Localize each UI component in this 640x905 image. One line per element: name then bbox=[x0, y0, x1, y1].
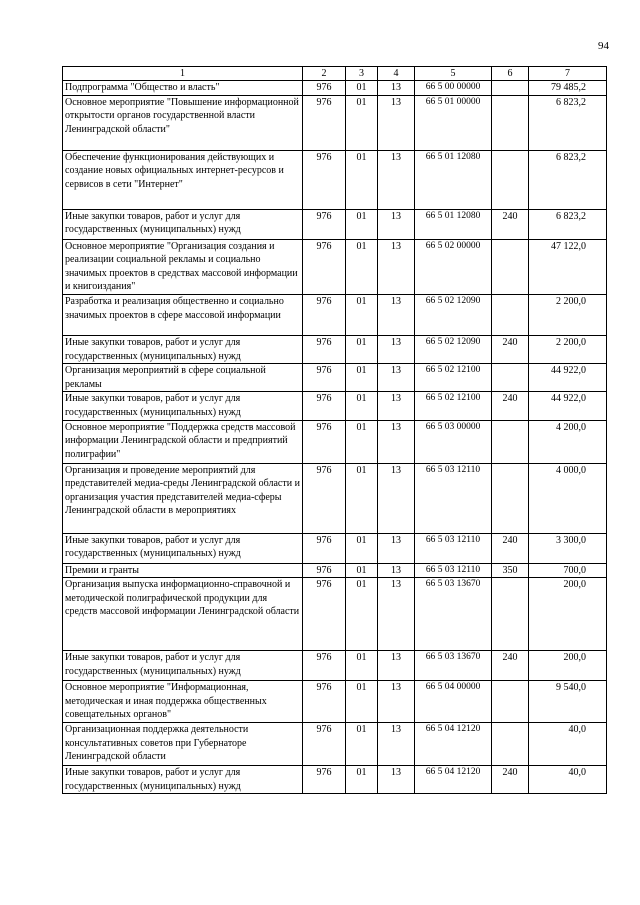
row-section-cell: 01 bbox=[346, 463, 378, 533]
table-row bbox=[63, 563, 607, 578]
row-expense-type-cell bbox=[492, 681, 529, 723]
header-col-1: 1 bbox=[63, 67, 303, 81]
budget-table-body bbox=[63, 67, 607, 794]
row-section-cell: 01 bbox=[346, 578, 378, 651]
row-expense-type-cell bbox=[492, 723, 529, 766]
row-section-cell: 01 bbox=[346, 364, 378, 392]
table-row bbox=[63, 723, 607, 766]
row-target-article-cell: 66 5 00 00000 bbox=[415, 81, 492, 96]
row-name-cell: Разработка и реализация общественно и социально значимых проектов в сфере массовой информации bbox=[63, 294, 303, 335]
row-target-article-cell: 66 5 01 12080 bbox=[415, 150, 492, 209]
row-subsection-cell: 13 bbox=[378, 150, 415, 209]
row-section-cell: 01 bbox=[346, 651, 378, 681]
row-name-cell: Подпрограмма "Общество и власть" bbox=[63, 81, 303, 96]
row-amount-cell: 79 485,2 bbox=[529, 81, 607, 96]
row-admin-code-cell: 976 bbox=[303, 651, 346, 681]
row-subsection-cell: 13 bbox=[378, 681, 415, 723]
row-name-cell: Иные закупки товаров, работ и услуг для государственных (муниципальных) нужд bbox=[63, 766, 303, 794]
row-name-cell: Организация и проведение мероприятий для представителей медиа-среды Ленинградской области и организация участия представителей медиа-сферы Ленинградской области в мероприятиях bbox=[63, 463, 303, 533]
row-section-cell: 01 bbox=[346, 209, 378, 239]
table-row bbox=[63, 578, 607, 651]
row-target-article-cell: 66 5 04 00000 bbox=[415, 681, 492, 723]
row-target-article-cell: 66 5 02 12100 bbox=[415, 364, 492, 392]
table-row bbox=[63, 95, 607, 150]
row-admin-code-cell: 976 bbox=[303, 209, 346, 239]
row-expense-type-cell bbox=[492, 239, 529, 294]
row-section-cell: 01 bbox=[346, 294, 378, 335]
table-row bbox=[63, 420, 607, 463]
table-row bbox=[63, 364, 607, 392]
row-name-cell: Основное мероприятие "Повышение информационной открытости органов государственной власти Ленинградской области" bbox=[63, 95, 303, 150]
row-name-cell: Обеспечение функционирования действующих и создание новых официальных интернет-ресурсов и сервисов в сети "Интернет" bbox=[63, 150, 303, 209]
row-admin-code-cell: 976 bbox=[303, 723, 346, 766]
row-section-cell: 01 bbox=[346, 723, 378, 766]
header-col-5: 5 bbox=[415, 67, 492, 81]
row-section-cell: 01 bbox=[346, 335, 378, 363]
row-admin-code-cell: 976 bbox=[303, 463, 346, 533]
row-target-article-cell: 66 5 03 00000 bbox=[415, 420, 492, 463]
table-row bbox=[63, 463, 607, 533]
row-admin-code-cell: 976 bbox=[303, 364, 346, 392]
row-admin-code-cell: 976 bbox=[303, 578, 346, 651]
row-admin-code-cell: 976 bbox=[303, 681, 346, 723]
table-row bbox=[63, 392, 607, 420]
table-row bbox=[63, 766, 607, 794]
row-amount-cell: 2 200,0 bbox=[529, 294, 607, 335]
row-name-cell: Иные закупки товаров, работ и услуг для государственных (муниципальных) нужд bbox=[63, 651, 303, 681]
row-amount-cell: 44 922,0 bbox=[529, 392, 607, 420]
header-col-4: 4 bbox=[378, 67, 415, 81]
row-subsection-cell: 13 bbox=[378, 294, 415, 335]
row-name-cell: Организация выпуска информационно-справочной и методической полиграфической продукции для средств массовой информации Ленинградской области bbox=[63, 578, 303, 651]
row-target-article-cell: 66 5 02 12090 bbox=[415, 335, 492, 363]
row-target-article-cell: 66 5 01 12080 bbox=[415, 209, 492, 239]
row-admin-code-cell: 976 bbox=[303, 420, 346, 463]
row-subsection-cell: 13 bbox=[378, 392, 415, 420]
row-expense-type-cell: 240 bbox=[492, 209, 529, 239]
row-amount-cell: 3 300,0 bbox=[529, 533, 607, 563]
budget-table bbox=[62, 66, 607, 794]
table-row bbox=[63, 81, 607, 96]
row-admin-code-cell: 976 bbox=[303, 294, 346, 335]
row-admin-code-cell: 976 bbox=[303, 150, 346, 209]
row-amount-cell: 47 122,0 bbox=[529, 239, 607, 294]
table-row bbox=[63, 681, 607, 723]
row-section-cell: 01 bbox=[346, 392, 378, 420]
row-name-cell: Иные закупки товаров, работ и услуг для государственных (муниципальных) нужд bbox=[63, 392, 303, 420]
row-section-cell: 01 bbox=[346, 533, 378, 563]
table-row bbox=[63, 533, 607, 563]
row-admin-code-cell: 976 bbox=[303, 95, 346, 150]
row-amount-cell: 700,0 bbox=[529, 563, 607, 578]
row-expense-type-cell: 240 bbox=[492, 766, 529, 794]
row-expense-type-cell bbox=[492, 420, 529, 463]
table-row bbox=[63, 239, 607, 294]
row-target-article-cell: 66 5 03 13670 bbox=[415, 651, 492, 681]
row-amount-cell: 4 000,0 bbox=[529, 463, 607, 533]
row-subsection-cell: 13 bbox=[378, 578, 415, 651]
row-subsection-cell: 13 bbox=[378, 209, 415, 239]
row-section-cell: 01 bbox=[346, 95, 378, 150]
row-subsection-cell: 13 bbox=[378, 651, 415, 681]
row-amount-cell: 40,0 bbox=[529, 723, 607, 766]
row-amount-cell: 200,0 bbox=[529, 651, 607, 681]
row-admin-code-cell: 976 bbox=[303, 563, 346, 578]
row-section-cell: 01 bbox=[346, 81, 378, 96]
row-section-cell: 01 bbox=[346, 239, 378, 294]
row-expense-type-cell bbox=[492, 578, 529, 651]
row-subsection-cell: 13 bbox=[378, 533, 415, 563]
row-expense-type-cell: 350 bbox=[492, 563, 529, 578]
row-name-cell: Основное мероприятие "Организация создания и реализации социальной рекламы и социально значимых проектов в средствах массовой информации и книгоиздания" bbox=[63, 239, 303, 294]
row-section-cell: 01 bbox=[346, 420, 378, 463]
table-row bbox=[63, 651, 607, 681]
row-amount-cell: 40,0 bbox=[529, 766, 607, 794]
row-subsection-cell: 13 bbox=[378, 364, 415, 392]
page-number: 94 bbox=[598, 40, 609, 52]
row-expense-type-cell: 240 bbox=[492, 335, 529, 363]
row-amount-cell: 6 823,2 bbox=[529, 150, 607, 209]
header-col-6: 6 bbox=[492, 67, 529, 81]
row-target-article-cell: 66 5 03 12110 bbox=[415, 563, 492, 578]
row-target-article-cell: 66 5 01 00000 bbox=[415, 95, 492, 150]
header-col-7: 7 bbox=[529, 67, 607, 81]
header-col-3: 3 bbox=[346, 67, 378, 81]
row-name-cell: Организация мероприятий в сфере социальной рекламы bbox=[63, 364, 303, 392]
row-expense-type-cell bbox=[492, 81, 529, 96]
row-name-cell: Организационная поддержка деятельности консультативных советов при Губернаторе Ленинградской области bbox=[63, 723, 303, 766]
row-target-article-cell: 66 5 03 12110 bbox=[415, 533, 492, 563]
row-section-cell: 01 bbox=[346, 150, 378, 209]
row-expense-type-cell: 240 bbox=[492, 651, 529, 681]
row-admin-code-cell: 976 bbox=[303, 239, 346, 294]
row-expense-type-cell bbox=[492, 95, 529, 150]
row-target-article-cell: 66 5 02 12090 bbox=[415, 294, 492, 335]
row-amount-cell: 44 922,0 bbox=[529, 364, 607, 392]
row-target-article-cell: 66 5 04 12120 bbox=[415, 766, 492, 794]
row-target-article-cell: 66 5 04 12120 bbox=[415, 723, 492, 766]
row-expense-type-cell bbox=[492, 463, 529, 533]
row-subsection-cell: 13 bbox=[378, 239, 415, 294]
table-header-row bbox=[63, 67, 607, 81]
row-name-cell: Иные закупки товаров, работ и услуг для государственных (муниципальных) нужд bbox=[63, 209, 303, 239]
row-amount-cell: 4 200,0 bbox=[529, 420, 607, 463]
row-subsection-cell: 13 bbox=[378, 563, 415, 578]
row-expense-type-cell: 240 bbox=[492, 533, 529, 563]
table-row bbox=[63, 335, 607, 363]
row-expense-type-cell bbox=[492, 150, 529, 209]
row-admin-code-cell: 976 bbox=[303, 392, 346, 420]
row-expense-type-cell bbox=[492, 364, 529, 392]
row-subsection-cell: 13 bbox=[378, 81, 415, 96]
row-subsection-cell: 13 bbox=[378, 766, 415, 794]
row-target-article-cell: 66 5 03 12110 bbox=[415, 463, 492, 533]
table-row bbox=[63, 150, 607, 209]
row-target-article-cell: 66 5 02 00000 bbox=[415, 239, 492, 294]
row-subsection-cell: 13 bbox=[378, 420, 415, 463]
table-row bbox=[63, 209, 607, 239]
header-col-2: 2 bbox=[303, 67, 346, 81]
row-subsection-cell: 13 bbox=[378, 95, 415, 150]
row-amount-cell: 2 200,0 bbox=[529, 335, 607, 363]
row-section-cell: 01 bbox=[346, 563, 378, 578]
row-section-cell: 01 bbox=[346, 766, 378, 794]
row-expense-type-cell: 240 bbox=[492, 392, 529, 420]
row-section-cell: 01 bbox=[346, 681, 378, 723]
row-name-cell: Иные закупки товаров, работ и услуг для государственных (муниципальных) нужд bbox=[63, 335, 303, 363]
row-admin-code-cell: 976 bbox=[303, 81, 346, 96]
row-subsection-cell: 13 bbox=[378, 463, 415, 533]
row-expense-type-cell bbox=[492, 294, 529, 335]
row-name-cell: Основное мероприятие "Информационная, методическая и иная поддержка общественных совещательных органов" bbox=[63, 681, 303, 723]
row-target-article-cell: 66 5 03 13670 bbox=[415, 578, 492, 651]
row-target-article-cell: 66 5 02 12100 bbox=[415, 392, 492, 420]
table-row bbox=[63, 294, 607, 335]
row-amount-cell: 9 540,0 bbox=[529, 681, 607, 723]
row-name-cell: Премии и гранты bbox=[63, 563, 303, 578]
row-subsection-cell: 13 bbox=[378, 723, 415, 766]
row-amount-cell: 6 823,2 bbox=[529, 209, 607, 239]
row-admin-code-cell: 976 bbox=[303, 335, 346, 363]
row-name-cell: Иные закупки товаров, работ и услуг для государственных (муниципальных) нужд bbox=[63, 533, 303, 563]
row-admin-code-cell: 976 bbox=[303, 533, 346, 563]
row-amount-cell: 6 823,2 bbox=[529, 95, 607, 150]
row-admin-code-cell: 976 bbox=[303, 766, 346, 794]
row-amount-cell: 200,0 bbox=[529, 578, 607, 651]
row-name-cell: Основное мероприятие "Поддержка средств массовой информации Ленинградской области и предприятий полиграфии" bbox=[63, 420, 303, 463]
row-subsection-cell: 13 bbox=[378, 335, 415, 363]
